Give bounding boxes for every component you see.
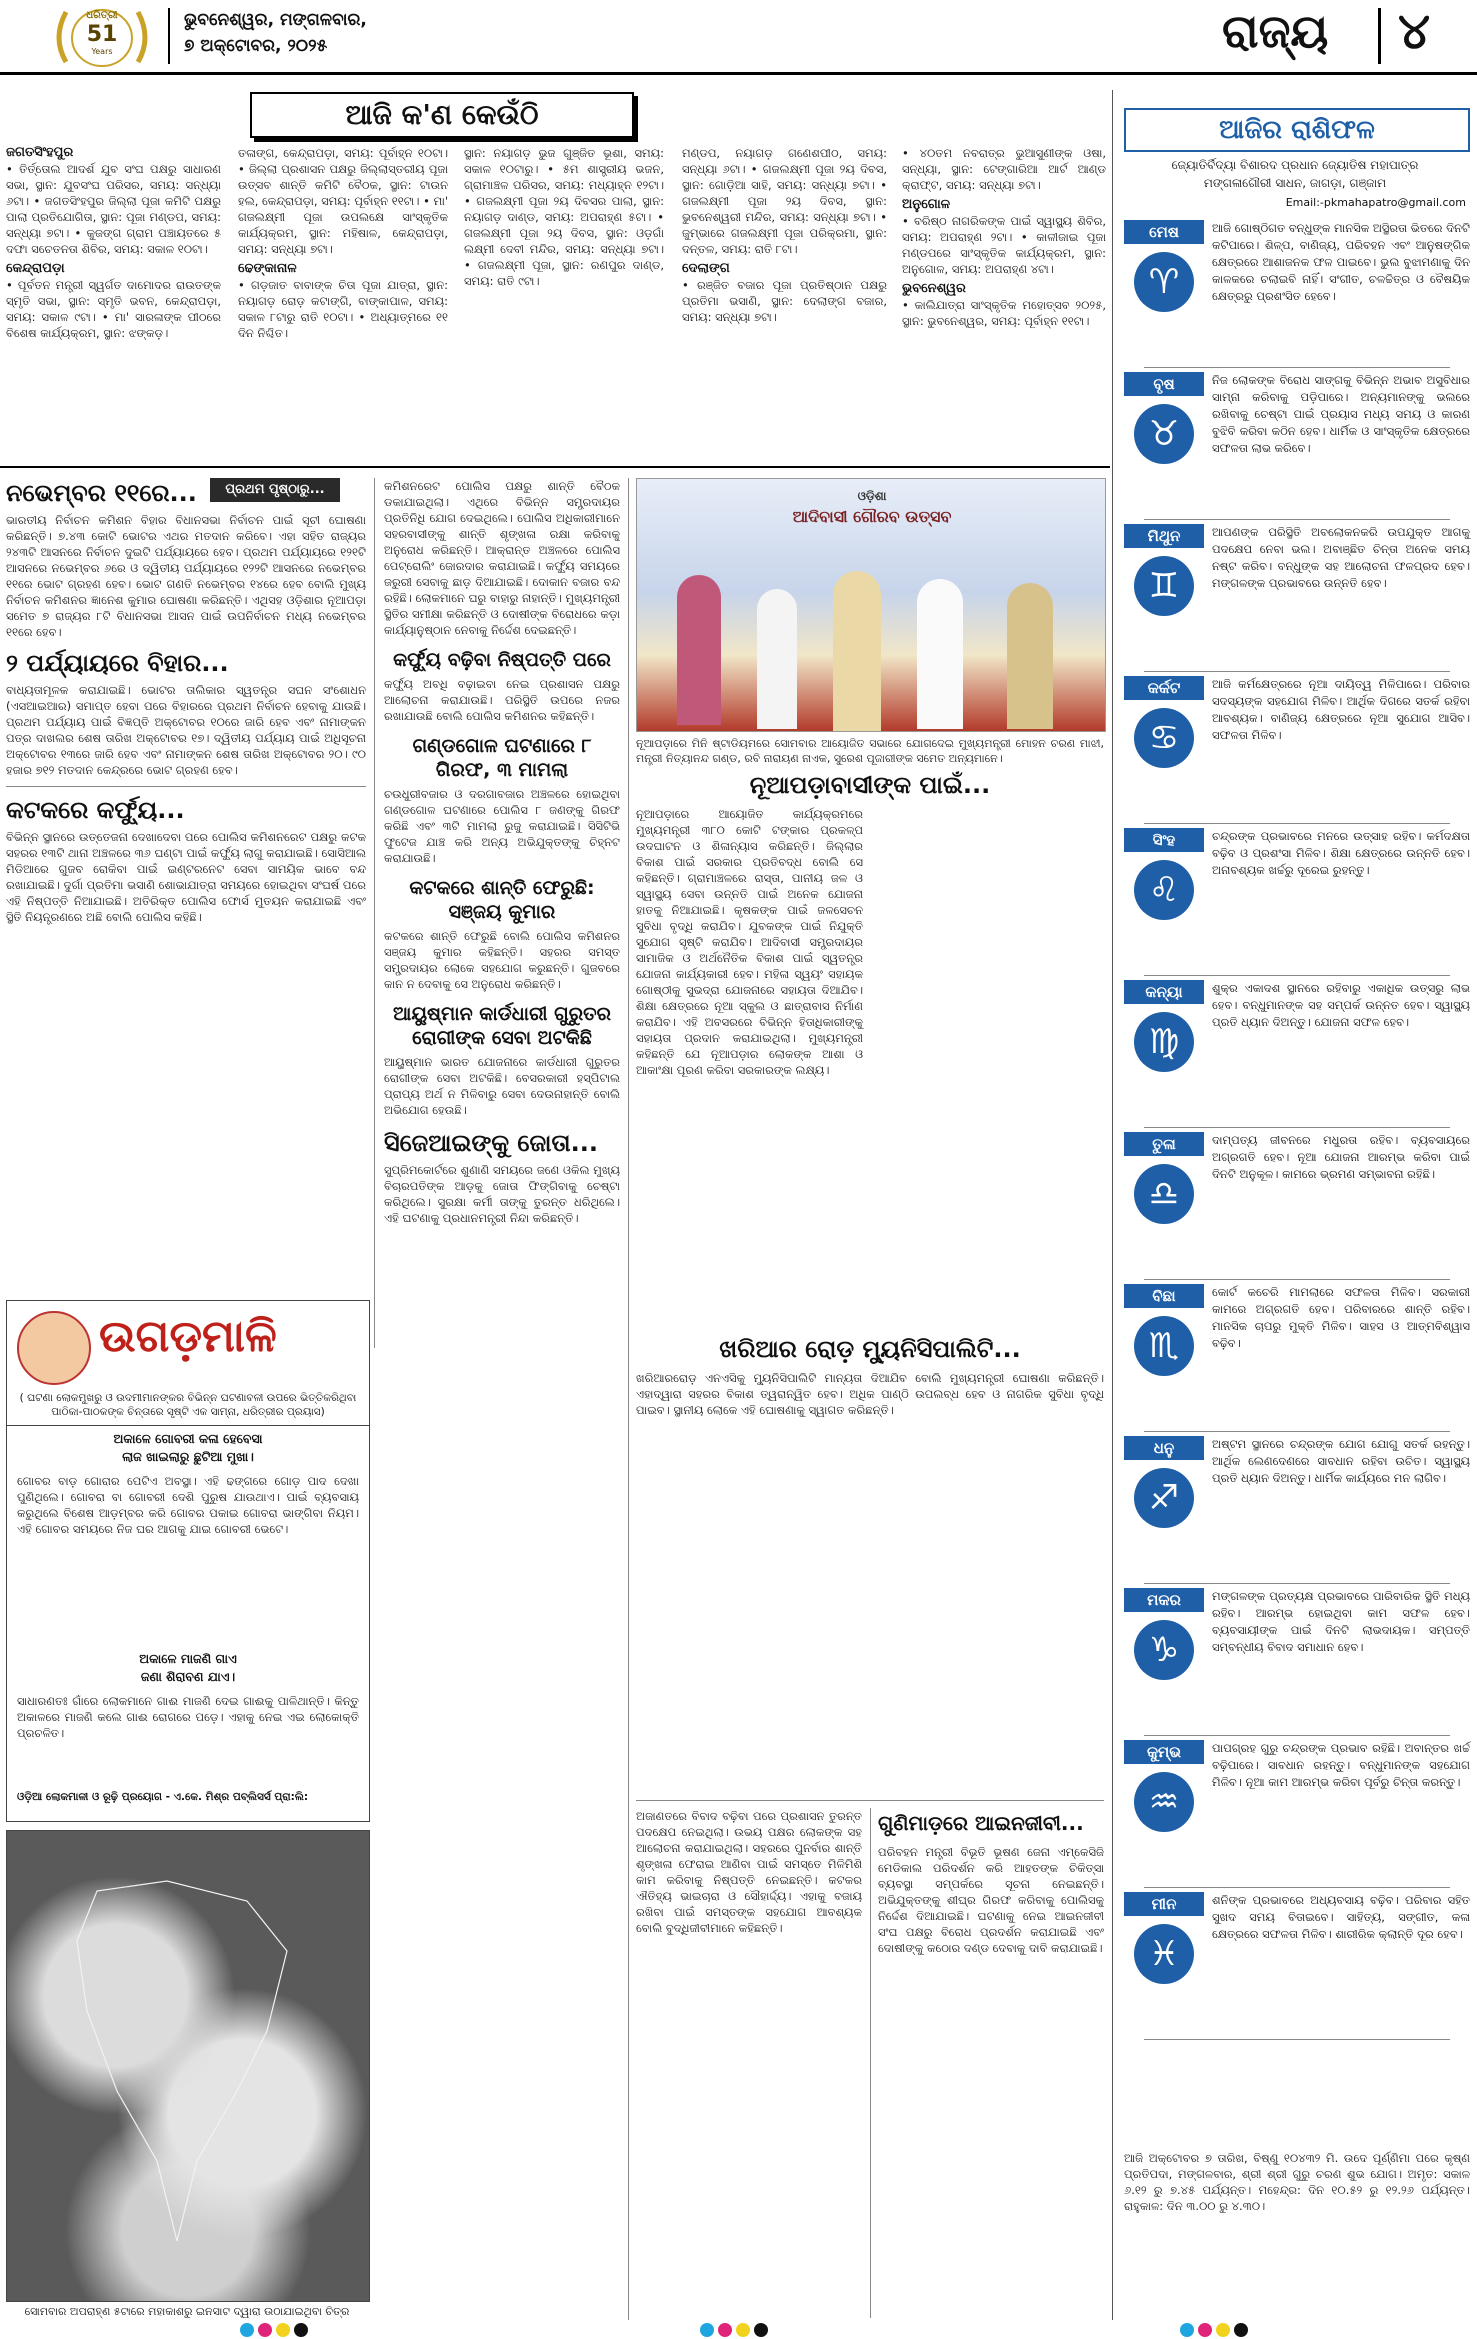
headline: ଗଣ୍ଡଗୋଳ ଘଟଣାରେ ୮ ଗିରଫ, ୩ ମାମଲା <box>412 735 592 781</box>
divider <box>1144 1279 1450 1280</box>
zodiac-icon <box>1134 252 1194 312</box>
events-heading: ଭୁବନେଶ୍ୱର <box>902 281 966 296</box>
headline: ସିଜେଆଇଙ୍କୁ ଜୋତା... <box>384 1129 598 1157</box>
event-photo <box>636 478 1106 732</box>
proverb-line: ଜଣା ଶିରାବଣ ଯାଏ। <box>140 1669 236 1684</box>
horoscope-address: ମଙ୍ଗଳାଗୌରୀ ସାଧନ, ଜାଗଡ଼ା, ଗଞ୍ଜାମ <box>1203 176 1387 190</box>
zodiac-icon <box>1134 1924 1194 1984</box>
zodiac-glyph: ♋ <box>1148 718 1180 758</box>
sign-prediction: ପାପଗ୍ରହ ଗୁରୁ ଚନ୍ଦ୍ରଙ୍କ ପ୍ରଭାବ ରହିଛି। ଅବାନ୍ତର ଖର୍ଚ୍ଚ ବଢ଼ିପାରେ। ସାବଧାନ ରହନ୍ତୁ। ବନ୍ଧୁମାନଙ୍କ ସହଯୋଗ ମିଳିବ। ନୂଆ କାମ ଆରମ୍ଭ କରିବା ପୂର୍ବରୁ ଚିନ୍ତା କରନ୍ତୁ। <box>1212 1741 1470 1789</box>
headline: ଖରିଆର ରୋଡ଼ ମ୍ୟୁନିସିପାଲିଟି... <box>719 1335 1021 1363</box>
story-text: ନୂଆପଡ଼ାରେ ଆୟୋଜିତ କାର୍ଯ୍ୟକ୍ରମରେ ମୁଖ୍ୟମନ୍ତ୍ରୀ ୩୮୦ କୋଟି ଟଙ୍କାର ପ୍ରକଳ୍ପ ଉଦଘାଟନ ଓ ଶିଳାନ୍ୟାସ କରିଛନ୍ତି। ଜିଲ୍ଲାର ବିକାଶ ପାଇଁ ସରକାର ପ୍ରତିବଦ୍ଧ ବୋଲି ସେ କହିଛନ୍ତି। ଗ୍ରାମାଞ୍ଚଳରେ ରାସ୍ତା, ପାନୀୟ ଜଳ ଓ ସ୍ୱାସ୍ଥ୍ୟ ସେବା ଉନ୍ନତି ପାଇଁ ଅନେକ ଯୋଜନା ହାତକୁ ନିଆଯାଇଛି। କୃଷକଙ୍କ ପାଇଁ ଜଳସେଚନ ସୁବିଧା ବୃଦ୍ଧି କରାଯିବ। ଯୁବକଙ୍କ ପାଇଁ ନିଯୁକ୍ତି ସୁଯୋଗ ସୃଷ୍ଟି କରାଯିବ। ଆଦିବାସୀ ସମ୍ପ୍ରଦାୟର ସାମାଜିକ ଓ ଅର୍ଥନୈତିକ ବିକାଶ ପାଇଁ ସ୍ୱତନ୍ତ୍ର ଯୋଜନା କାର୍ଯ୍ୟକାରୀ ହେବ। ମହିଳା ସ୍ୱୟଂ ସହାୟକ ଗୋଷ୍ଠୀକୁ ସୁଭଦ୍ରା ଯୋଜନାରେ ସହାୟତା ଦିଆଯିବ। ଶିକ୍ଷା କ୍ଷେତ୍ରରେ ନୂଆ ସ୍କୁଲ ଓ ଛାତ୍ରାବାସ ନିର୍ମାଣ କରାଯିବ। ଏହି ଅବସରରେ ବିଭିନ୍ନ ହିତାଧିକାରୀଙ୍କୁ ସହାୟତା ପ୍ରଦାନ କରାଯାଇଥିଲା। ମୁଖ୍ୟମନ୍ତ୍ରୀ କହିଛନ୍ତି ଯେ ନୂଆପଡ଼ାର ଲୋକଙ୍କ ଆଶା ଓ ଆକାଂକ୍ଷା ପୂରଣ କରିବା ସରକାରଙ୍କ ଲକ୍ଷ୍ୟ। <box>636 807 863 1077</box>
story-text: କମିଶନରେଟ ପୋଲିସ ପକ୍ଷରୁ ଶାନ୍ତି ବୈଠକ ଡକାଯାଇଥିଲା। ଏଥିରେ ବିଭିନ୍ନ ସମ୍ପ୍ରଦାୟର ପ୍ରତିନିଧି ଯୋଗ ଦେଇଥିଲେ। ପୋଲିସ ଅଧିକାରୀମାନେ ସହରବାସୀଙ୍କୁ ଶାନ୍ତି ଶୃଙ୍ଖଳା ରକ୍ଷା କରିବାକୁ ଅନୁରୋଧ କରିଛନ୍ତି। ଆକ୍ରାନ୍ତ ଅଞ୍ଚଳରେ ପୋଲିସ ପେଟ୍ରୋଲିଂ ଜୋରଦାର କରାଯାଇଛି। କର୍ଫ୍ୟୁ ସମୟରେ ଜରୁରୀ ସେବାକୁ ଛାଡ଼ ଦିଆଯାଇଛି। ଦୋକାନ ବଜାର ବନ୍ଦ ରହିଛି। ଲୋକମାନେ ଘରୁ ବାହାରୁ ନାହାନ୍ତି। ମୁଖ୍ୟମନ୍ତ୍ରୀ ସ୍ଥିତିର ସମୀକ୍ଷା କରିଛନ୍ତି ଓ ଦୋଷୀଙ୍କ ବିରୋଧରେ କଡ଼ା କାର୍ଯ୍ୟାନୁଷ୍ଠାନ ନେବାକୁ ନିର୍ଦ୍ଦେଶ ଦେଇଛନ୍ତି। <box>384 479 620 637</box>
horoscope-entry <box>1124 372 1470 516</box>
anniversary-logo <box>48 4 156 68</box>
zodiac-icon <box>1134 1164 1194 1224</box>
events-text: ତଳାଙ୍ଗ, କେନ୍ଦ୍ରାପଡ଼ା, ସମୟ: ପୂର୍ବାହ୍ନ ୧୦ଟା। • ଜିଲ୍ଲା ପ୍ରଶାସନ ପକ୍ଷରୁ ଜିଲ୍ଲାସ୍ତରୀୟ ପୂଜା ଉତ୍ସବ ଶାନ୍ତି କମିଟି ବୈଠକ, ସ୍ଥାନ: ଟାଉନ ହଲ, କେନ୍ଦ୍ରାପଡ଼ା, ସମୟ: ପୂର୍ବାହ୍ନ ୧୧ଟା। • ମା' ଗଜଲକ୍ଷ୍ମୀ ପୂଜା ଉପଲକ୍ଷେ ସାଂସ୍କୃତିକ କାର୍ଯ୍ୟକ୍ରମ, ସ୍ଥାନ: ମହିଷାଳ, କେନ୍ଦ୍ରାପଡ଼ା, ସମୟ: ସନ୍ଧ୍ୟା ୭ଟା। <box>238 146 448 256</box>
events-heading: ଢେଙ୍କାନାଳ <box>238 261 297 276</box>
story-text: ଖରିଆରରୋଡ଼ ଏନଏସିକୁ ମ୍ୟୁନିସିପାଲିଟି ମାନ୍ୟତା ଦିଆଯିବ ବୋଲି ମୁଖ୍ୟମନ୍ତ୍ରୀ ଘୋଷଣା କରିଛନ୍ତି। ଏହାଦ୍ୱାରା ସହରର ବିକାଶ ତ୍ୱରାନ୍ୱିତ ହେବ। ଅଧିକ ପାଣ୍ଠି ଉପଲବ୍ଧ ହେବ ଓ ନାଗରିକ ସୁବିଧା ବୃଦ୍ଧି ପାଇବ। ସ୍ଥାନୀୟ ଲୋକେ ଏହି ଘୋଷଣାକୁ ସ୍ୱାଗତ କରିଛନ୍ତି। <box>636 1371 1104 1417</box>
headline: ଆୟୁଷ୍ମାନ କାର୍ଡଧାରୀ ଗୁରୁତର ରୋଗୀଙ୍କ ସେବା ଅଟକିଛି <box>392 1003 612 1049</box>
zodiac-icon <box>1134 1772 1194 1832</box>
events-heading: ଦେଲାଙ୍ଗ <box>682 261 730 276</box>
cartoon-face-icon <box>17 1311 91 1385</box>
divider <box>1144 519 1450 520</box>
events-text: • କାଲିଯାତ୍ରା ସାଂସ୍କୃତିକ ମହୋତ୍ସବ ୨୦୨୫, ସ୍ଥାନ: ଭୁବନେଶ୍ୱର, ସମୟ: ପୂର୍ବାହ୍ନ ୧୧ଟା। <box>902 298 1106 328</box>
horoscope-entry <box>1124 1284 1470 1428</box>
story-text: ବାଧ୍ୟତାମୂଳକ କରାଯାଇଛି। ଭୋଟର ତାଲିକାର ସ୍ୱତନ୍ତ୍ର ସଘନ ସଂଶୋଧନ (ଏସଆଇଆର) ସମାପ୍ତ ହେବା ପରେ ବିହାରରେ ପ୍ରଥମ ନିର୍ବାଚନ ହେବାକୁ ଯାଉଛି। ପ୍ରଥମ ପର୍ଯ୍ୟାୟ ପାଇଁ ବିଜ୍ଞପ୍ତି ଅକ୍ଟୋବର ୧୦ରେ ଜାରି ହେବ ଏବଂ ନାମାଙ୍କନ ପତ୍ର ଦାଖଲର ଶେଷ ତାରିଖ ଅକ୍ଟୋବର ୧୭। ଦ୍ୱିତୀୟ ପର୍ଯ୍ୟାୟ ପାଇଁ ଅଧିସୂଚନା ଅକ୍ଟୋବର ୧୩ରେ ଜାରି ହେବ ଏବଂ ନାମାଙ୍କନ ଶେଷ ତାରିଖ ଅକ୍ଟୋବର ୨୦। ୯୦ ହଜାର ୭୧୨ ମତଦାନ କେନ୍ଦ୍ରରେ ଭୋଟ ଗ୍ରହଣ ହେବ। <box>6 683 366 777</box>
horoscope-entry <box>1124 676 1470 820</box>
anniversary-word: ଧରିତ୍ରୀ <box>86 10 118 21</box>
divider <box>1144 975 1450 976</box>
headline: ନଭେମ୍ବର ୧୧ରେ... <box>6 479 197 507</box>
story-text: ପରିବହନ ମନ୍ତ୍ରୀ ବିଭୂତି ଭୂଷଣ ଜେନା ଏମ୍‌କେସିଜି ମେଡିକାଲ ପରିଦର୍ଶନ କରି ଆହତଙ୍କ ଚିକିତ୍ସା ବ୍ୟବସ୍ଥା ସମ୍ପର୍କରେ ସୂଚନା ନେଇଛନ୍ତି। ଅଭିଯୁକ୍ତଙ୍କୁ ଶୀଘ୍ର ଗିରଫ କରିବାକୁ ପୋଲିସକୁ ନିର୍ଦ୍ଦେଶ ଦିଆଯାଇଛି। ଘଟଣାକୁ ନେଇ ଆଇନଜୀବୀ ସଂଘ ପକ୍ଷରୁ ବିରୋଧ ପ୍ରଦର୍ଶନ କରାଯାଇଛି ଏବଂ ଦୋଷୀଙ୍କୁ କଠୋର ଦଣ୍ଡ ଦେବାକୁ ଦାବି କରାଯାଇଛି। <box>878 1845 1104 1955</box>
sign-name: ତୁଳା <box>1124 1132 1204 1156</box>
zodiac-icon <box>1134 1316 1194 1376</box>
horoscope-entry <box>1124 1740 1470 1884</box>
horoscope-author: ଜ୍ୟୋତିର୍ବିଦ୍ୟା ବିଶାରଦ ପ୍ରଧାନ ଜ୍ୟୋତିଷ ମହାପାତ୍ର <box>1171 158 1419 172</box>
divider <box>1144 1887 1450 1888</box>
sign-name: ମକର <box>1124 1588 1204 1612</box>
zodiac-icon <box>1134 404 1194 464</box>
story-bihar <box>6 478 366 1290</box>
sign-name: ମେଷ <box>1124 220 1204 244</box>
satellite-caption: ସୋମବାର ଅପରାହ୍ଣ ୫ଟାରେ ମହାକାଶରୁ ଇନସାଟ ଦ୍ୱାରା ଉଠାଯାଇଥିବା ଚିତ୍ର <box>24 2305 350 2318</box>
events-text: • ରଞ୍ଜିତ ବଜାର ପୂଜା ପ୍ରତିଷ୍ଠାନ ପକ୍ଷରୁ ପ୍ରତିମା ଭସାଣି, ସ୍ଥାନ: ଦେଲାଙ୍ଗ ବଜାର, ସମୟ: ସନ୍ଧ୍ୟା ୭ଟା। <box>682 278 887 324</box>
cartoon-title: ଉଗଡ଼ମାଳି <box>99 1311 277 1362</box>
zodiac-icon <box>1134 1468 1194 1528</box>
zodiac-glyph: ♑ <box>1148 1630 1180 1670</box>
divider <box>1144 823 1450 824</box>
headline: କଟକରେ ଶାନ୍ତି ଫେରୁଛି: ସଞ୍ଜୟ କୁମାର <box>409 877 595 923</box>
zodiac-glyph: ♈ <box>1148 262 1180 302</box>
zodiac-icon <box>1134 556 1194 616</box>
today-events <box>6 145 1106 457</box>
story-text: କଟକରେ ଶାନ୍ତି ଫେରୁଛି ବୋଲି ପୋଲିସ କମିଶନର ସଞ୍ଜୟ କୁମାର କହିଛନ୍ତି। ସହରର ସମସ୍ତ ସମ୍ପ୍ରଦାୟର ଲୋକେ ସହଯୋଗ କରୁଛନ୍ତି। ଗୁଜବରେ କାନ ନ ଦେବାକୁ ସେ ଅନୁରୋଧ କରିଛନ୍ତି। <box>384 929 620 991</box>
divider <box>1144 671 1450 672</box>
sign-name: ମିଥୁନ <box>1124 524 1204 548</box>
satellite-image <box>6 1830 370 2302</box>
horoscope-entry <box>1124 1892 1470 2036</box>
sign-name: କର୍କଟ <box>1124 676 1204 700</box>
proverb-explanation: ସାଧାରଣତଃ ଗାଁରେ ଲୋକମାନେ ଗାଈ ମାଜଣି ଦେଇ ଗାଈକୁ ପାଳିଥାନ୍ତି। କିନ୍ତୁ ଅକାଳରେ ମାଜଣି କଲେ ଗାଈ ରୋଗରେ ପଡ଼େ। ଏହାକୁ ନେଇ ଏଇ ଲୋକୋକ୍ତି ପ୍ରଚଳିତ। <box>17 1694 359 1740</box>
zodiac-glyph: ♏ <box>1148 1326 1180 1366</box>
person-figure <box>833 571 881 731</box>
sign-prediction: ଆପଣଙ୍କ ପରିସ୍ଥିତି ଅବଲୋକନକରି ଉପଯୁକ୍ତ ଆଗକୁ ପଦକ୍ଷେପ ନେବା ଭଲ। ଅବାଞ୍ଛିତ ଚିନ୍ତା ଅନେକ ସମୟ ନଷ୍ଟ କରିବ। ବନ୍ଧୁଙ୍କ ସହ ଆଲୋଚନା ଫଳପ୍ରଦ ହେବ। ମଙ୍ଗଳଙ୍କ ପ୍ରଭାବରେ ଉନ୍ନତି ହେବ। <box>1212 525 1470 590</box>
horoscope-entry <box>1124 1132 1470 1276</box>
sign-prediction: ଶୁକ୍ର ଏକାଦଶ ସ୍ଥାନରେ ରହିବାରୁ ଏକାଧିକ ଉତ୍ସରୁ ଲାଭ ହେବ। ବନ୍ଧୁମାନଙ୍କ ସହ ସମ୍ପର୍କ ଉନ୍ନତ ହେବ। ସ୍ୱାସ୍ଥ୍ୟ ପ୍ରତି ଧ୍ୟାନ ଦିଅନ୍ତୁ। ଯୋଜନା ସଫଳ ହେବ। <box>1212 981 1470 1029</box>
zodiac-glyph: ♍ <box>1148 1022 1180 1062</box>
proverb-credit: ଓଡ଼ିଆ ଲୋକମାଳୀ ଓ ରୂଢ଼ି ପ୍ରୟୋଗ - ଏ.କେ. ମିଶ୍ର ପବ୍ଲିସର୍ସ ପ୍ରା:ଲି: <box>17 1791 309 1803</box>
proverb-line: ଅକାଳେ ମାଜଣି ଗାଏ <box>139 1651 237 1666</box>
zodiac-icon <box>1134 708 1194 768</box>
events-text: ସ୍ଥାନ: ନୟାଗଡ଼ ଭୁଜ ଗୁଞ୍ଜିତ ଭୂଶା, ସମୟ: ସକାଳ ୧୦ଟାରୁ। • ୫ମ ଶାସ୍ତ୍ରୀୟ ଭଜନ, ଗ୍ରାମାଞ୍ଚଳ ପରିସର, ସମୟ: ମଧ୍ୟାହ୍ନ ୧୨ଟା। • ଗଜଲକ୍ଷ୍ମୀ ପୂଜା ୨ୟ ଦିବସର ପାଲା, ସ୍ଥାନ: ନୟାଗଡ଼ ଦାଣ୍ଡ, ସମୟ: ଅପରାହ୍ଣ ୫ଟା। • ଗଜଲକ୍ଷ୍ମୀ ପୂଜା ୨ୟ ଦିବସ, ସ୍ଥାନ: ଓଡ଼ଗାଁ ଲକ୍ଷ୍ମୀ ଦେବୀ ମନ୍ଦିର, ସମୟ: ସନ୍ଧ୍ୟା ୭ଟା। • ଗଜଲକ୍ଷ୍ମୀ ପୂଜା, ସ୍ଥାନ: ରଣପୁର ଦାଣ୍ଡ, ସମୟ: ରାତି ୯ଟା। <box>464 146 664 288</box>
sign-name: ମୀନ <box>1124 1892 1204 1916</box>
headline: ନୂଆପଡ଼ାବାସୀଙ୍କ ପାଇଁ... <box>749 771 991 799</box>
story-text: ଭାରତୀୟ ନିର୍ବାଚନ କମିଶନ ବିହାର ବିଧାନସଭା ନିର୍ବାଚନ ପାଇଁ ସୂଚୀ ଘୋଷଣା କରିଛନ୍ତି। ୭.୪୩ କୋଟି ଭୋଟର ଏଥର ମତଦାନ କରିବେ। ଏହା ସହିତ ରାଜ୍ୟର ୨୪୩ଟି ଆସନରେ ନିର୍ବାଚନ ଦୁଇଟି ପର୍ଯ୍ୟାୟରେ ହେବ। ପ୍ରଥମ ପର୍ଯ୍ୟାୟରେ ୧୨୧ଟି ଆସନରେ ନଭେମ୍ବର ୬ରେ ଓ ଦ୍ୱିତୀୟ ପର୍ଯ୍ୟାୟରେ ୧୨୨ଟି ଆସନରେ ନଭେମ୍ବର ୧୧ରେ ଭୋଟ ଗ୍ରହଣ ହେବ। ଭୋଟ ଗଣତି ନଭେମ୍ବର ୧୪ରେ ହେବ ବୋଲି ମୁଖ୍ୟ ନିର୍ବାଚନ କମିଶନର ଜ୍ଞାନେଶ କୁମାର ଘୋଷଣା କରିଛନ୍ତି। ଏଥିସହ ଓଡ଼ିଶାର ନୂଆପଡ଼ା ସମେତ ୭ ରାଜ୍ୟର ୮ଟି ବିଧାନସଭା ଆସନ ପାଇଁ ଉପନିର୍ବାଚନ ମଧ୍ୟ ନଭେମ୍ବର ୧୧ରେ ହେବ। <box>6 513 366 639</box>
zodiac-glyph: ♐ <box>1148 1478 1180 1518</box>
today-banner: ଆଜି କ'ଣ କେଉଁଠି <box>250 92 634 138</box>
headline: ୨ ପର୍ଯ୍ୟାୟରେ ବିହାର... <box>6 649 229 677</box>
zodiac-icon <box>1134 860 1194 920</box>
zodiac-icon <box>1134 1620 1194 1680</box>
story-text: ଚଉଧୁରୀବଜାର ଓ ଦରଗାବଜାର ଅଞ୍ଚଳରେ ହୋଇଥିବା ଗଣ୍ଡଗୋଳ ଘଟଣାରେ ପୋଲିସ ୮ ଜଣଙ୍କୁ ଗିରଫ କରିଛି ଏବଂ ୩ଟି ମାମଲା ରୁଜୁ କରାଯାଇଛି। ସିସିଟିଭି ଫୁଟେଜ ଯାଞ୍ଚ କରି ଅନ୍ୟ ଅଭିଯୁକ୍ତଙ୍କୁ ଚିହ୍ନଟ କରାଯାଉଛି। <box>384 787 620 865</box>
horoscope-entry <box>1124 524 1470 668</box>
events-text: • ଗଡ଼ଜାତ ବାବାଙ୍କ ଚିତା ପୂଜା ଯାତ୍ରା, ସ୍ଥାନ: ନୟାଗଡ଼ ରୋଡ଼ କଟାଙ୍ଗି, ବାଙ୍କାପାଳ, ସମୟ: ସକାଳ ୮ଟାରୁ ରାତି ୧୦ଟା। • ଅଧ୍ୟାତ୍ମରେ ୧୧ ଦିନ ନିଶ୍ଚିତ। <box>238 278 448 340</box>
sign-name: କନ୍ୟା <box>1124 980 1204 1004</box>
story-text: କର୍ଫ୍ୟୁ ଅବଧି ବଢ଼ାଇବା ନେଇ ପ୍ରଶାସନ ପକ୍ଷରୁ ଆଲୋଚନା କରାଯାଉଛି। ପରିସ୍ଥିତି ଉପରେ ନଜର ରଖାଯାଉଛି ବୋଲି ପୋଲିସ କମିଶନର କହିଛନ୍ତି। <box>384 677 620 723</box>
banner-logo-text: ଓଡ଼ିଶା <box>857 489 887 503</box>
person-figure <box>757 589 797 729</box>
horoscope-entry <box>1124 980 1470 1124</box>
proverb-line: ଅକାଳେ ଗୋବରୀ କଳା ହେବେସା <box>113 1431 263 1446</box>
horoscope-entry <box>1124 1436 1470 1580</box>
divider <box>1144 1583 1450 1584</box>
sign-prediction: ଶନିଙ୍କ ପ୍ରଭାବରେ ଅଧ୍ୟବସାୟ ବଢ଼ିବ। ପରିବାର ସହିତ ସୁଖଦ ସମୟ ବିତାଇବେ। ସାହିତ୍ୟ, ସଙ୍ଗୀତ, କଳା କ୍ଷେତ୍ରରେ ସଫଳତା ମିଳିବ। ଶାରୀରିକ କ୍ଲାନ୍ତି ଦୂର ହେବ। <box>1212 1893 1470 1941</box>
zodiac-glyph: ♓ <box>1148 1934 1180 1974</box>
events-text: • ୪୦ତମ ନବରାତ୍ର ଭୁଆସୁଣୀଙ୍କ ଓଷା, ସନ୍ଧ୍ୟା, ସ୍ଥାନ: ଟେଙ୍ଗାରିଆ ଆର୍ଟ ଆଣ୍ଡ କ୍ରାଫ୍ଟ, ସମୟ: ସନ୍ଧ୍ୟା ୭ଟା। <box>902 146 1106 192</box>
divider <box>1144 1431 1450 1432</box>
zodiac-glyph: ♌ <box>1148 870 1180 910</box>
zodiac-glyph: ♎ <box>1148 1174 1180 1214</box>
divider <box>1144 367 1450 368</box>
divider <box>1144 1127 1450 1128</box>
sign-name: ଧନୁ <box>1124 1436 1204 1460</box>
events-text: ମଣ୍ଡପ, ନୟାଗଡ଼ ଗଣେଶପୀଠ, ସମୟ: ସନ୍ଧ୍ୟା ୬ଟା। • ଗଜଲକ୍ଷ୍ମୀ ପୂଜା ୨ୟ ଦିବସ, ସ୍ଥାନ: ଗୋଡ଼ିଆ ସାହି, ସମୟ: ସନ୍ଧ୍ୟା ୭ଟା। • ଗଜଲକ୍ଷ୍ମୀ ପୂଜା ୨ୟ ଦିବସ, ସ୍ଥାନ: ଭୁବନେଶ୍ୱରୀ ମନ୍ଦିର, ସମୟ: ସନ୍ଧ୍ୟା ୭ଟା। • ଜୁମ୍ଭାରେ ଗଜଲକ୍ଷ୍ମୀ ପୂଜା ପରିକ୍ରମା, ସ୍ଥାନ: ଦନ୍ତଳ, ସମୟ: ରାତି ୮ଟା। <box>682 146 887 256</box>
headline: ଗୁଣିମାଡ଼ରେ ଆଇନଜୀବୀ... <box>878 1811 1084 1835</box>
story-text: ଆୟୁଷ୍ମାନ ଭାରତ ଯୋଜନାରେ କାର୍ଡଧାରୀ ଗୁରୁତର ରୋଗୀଙ୍କ ସେବା ଅଟକିଛି। ବେସରକାରୀ ହସ୍ପିଟାଲ ପ୍ରାପ୍ୟ ଅର୍ଥ ନ ମିଳିବାରୁ ସେବା ଦେଉନାହାନ୍ତି ବୋଲି ଅଭିଯୋଗ ହେଉଛି। <box>384 1055 620 1117</box>
events-text: • ବରିଷ୍ଠ ନାଗରିକଙ୍କ ପାଇଁ ସ୍ୱାସ୍ଥ୍ୟ ଶିବିର, ସମୟ: ଅପରାହ୍ଣ ୨ଟା। • କାଳୀଜାଇ ପୂଜା ମଣ୍ଡପରେ ସାଂସ୍କୃତିକ କାର୍ଯ୍ୟକ୍ରମ, ସ୍ଥାନ: ଅନୁଗୋଳ, ସମୟ: ଅପରାହ୍ଣ ୪ଟା। <box>902 214 1106 276</box>
sign-prediction: ଚନ୍ଦ୍ରଙ୍କ ପ୍ରଭାବରେ ମନରେ ଉତ୍ସାହ ରହିବ। କର୍ମଦକ୍ଷତା ବଢ଼ିବ ଓ ପ୍ରଶଂସା ମିଳିବ। ଶିକ୍ଷା କ୍ଷେତ୍ରରେ ଉନ୍ନତି ହେବ। ଅନାବଶ୍ୟକ ଖର୍ଚ୍ଚରୁ ଦୂରେଇ ରୁହନ୍ତୁ। <box>1212 829 1470 877</box>
zodiac-glyph: ♉ <box>1148 414 1180 454</box>
dateline: ଭୁବନେଶ୍ୱର, ମଙ୍ଗଳବାର, <box>184 10 367 30</box>
section-title: ରାଜ୍ୟ <box>1222 4 1329 58</box>
sign-name: ବିଛା <box>1124 1284 1204 1308</box>
zodiac-glyph: ♊ <box>1148 566 1180 606</box>
sign-prediction: ଅଷ୍ଟମ ସ୍ଥାନରେ ଚନ୍ଦ୍ରଙ୍କ ଯୋଗ ଯୋଗୁ ସତର୍କ ରହନ୍ତୁ। ଆର୍ଥିକ ଲେଣଦେଣରେ ସାବଧାନ ରହିବା ଉଚିତ। ସ୍ୱାସ୍ଥ୍ୟ ପ୍ରତି ଧ୍ୟାନ ଦିଅନ୍ତୁ। ଧାର୍ମିକ କାର୍ଯ୍ୟରେ ମନ ଲାଗିବ। <box>1212 1437 1470 1485</box>
zodiac-glyph: ♒ <box>1148 1782 1180 1822</box>
horoscope-email: Email:-pkmahapatro@gmail.com <box>1285 196 1466 209</box>
proverb-box <box>6 1300 370 1822</box>
proverb-explanation: ଗୋବର ବାଡ଼ ଗୋରାର ପେଟିଏ ଅବସ୍ଥା। ଏହି ଢଙ୍ଗରେ ଗୋଡ଼ ପାଦ ଦେଖା ପୁଣିଥିଲେ। ଗୋବରା ବା ଗୋବରୀ ଦେଶି ପୁରୁଷ ଯାଉଥାଏ। ପାଇଁ ବ୍ୟବସାୟ କରୁଥିଲେ ବିଶେଷ ଆଡ଼ମ୍ବର କରି ଗୋବର ପକାଇ ଗୋବରା ଭାଙ୍ଗିବା ନିୟମ। ଏହି ଗୋବର ସମୟରେ ନିଜ ଘର ଆଗକୁ ଯାଇ ଗୋବରୀ ଭେଟେ। <box>17 1474 359 1536</box>
headline: କର୍ଫ୍ୟୁ ବଢ଼ିବା ନିଷ୍ପତ୍ତି ପରେ <box>393 649 611 671</box>
masthead <box>0 0 1477 72</box>
sign-prediction: କୋର୍ଟ କଚେରି ମାମଲାରେ ସଫଳତା ମିଳିବ। ସରକାରୀ କାମରେ ଅଗ୍ରଗତି ହେବ। ପରିବାରରେ ଶାନ୍ତି ରହିବ। ମାନସିକ ଚାପରୁ ମୁକ୍ତି ମିଳିବ। ସାହସ ଓ ଆତ୍ମବିଶ୍ୱାସ ବଢ଼ିବ। <box>1212 1285 1470 1350</box>
events-text: • ପୂର୍ବତନ ମନ୍ତ୍ରୀ ସ୍ୱର୍ଗତ ଦାମୋଦର ରାଉତଙ୍କ ସ୍ମୃତି ସଭା, ସ୍ଥାନ: ସ୍ମୃତି ଭବନ, କେନ୍ଦ୍ରାପଡ଼ା, ସମୟ: ସକାଳ ୯ଟା। • ମା' ସାରଳାଙ୍କ ପୀଠରେ ବିଶେଷ କାର୍ଯ୍ୟକ୍ରମ, ସ୍ଥାନ: ଝଙ୍କଡ଼। <box>6 278 221 340</box>
horoscope-list <box>1124 220 1470 2040</box>
sign-name: ବୃଷ <box>1124 372 1204 396</box>
anniversary-years: Years <box>91 47 113 56</box>
events-heading: ଜଗତସିଂହପୁର <box>6 145 74 160</box>
zodiac-icon <box>1134 1012 1194 1072</box>
person-figure <box>917 579 963 729</box>
person-figure <box>1007 583 1053 729</box>
sign-prediction: ଆଜି ଗୋଷ୍ଠିଗତ ବନ୍ଧୁଙ୍କ ମାନସିକ ଅସ୍ଥିରତା ଭିତରେ ଦିନଟି କଟିପାରେ। ଶିଳ୍ପ, ବାଣିଜ୍ୟ, ପରିବହନ ଏବଂ ଆନୁଷଙ୍ଗିକ କ୍ଷେତ୍ରରେ ଆଶାଜନକ ଫଳ ପାଇବେ। ଭୁଲ ବୁଝାମଣାକୁ ଦିନ କାଳକରେ ଚଲାଇବି ନାହିଁ। ସଂଗୀତ, ଚଳଚ୍ଚିତ୍ର ଓ ବୈଷୟିକ କ୍ଷେତ୍ରରୁ ପ୍ରଶଂସିତ ହେବେ। <box>1212 221 1470 303</box>
horoscope-entry <box>1124 1588 1470 1732</box>
anniversary-number: 51 <box>86 22 118 47</box>
sign-name: କୁମ୍ଭ <box>1124 1740 1204 1764</box>
story-appeal: ଅଜାଣତରେ ବିବାଦ ବଢ଼ିବା ପରେ ପ୍ରଶାସନ ତୁରନ୍ତ ପଦକ୍ଷେପ ନେଇଥିଲା। ଉଭୟ ପକ୍ଷର ଲୋକଙ୍କ ସହ ଆଲୋଚନା କରାଯାଇଥିଲା। ସହରରେ ପୁନର୍ବାର ଶାନ୍ତି ଶୃଙ୍ଖଳା ଫେରାଇ ଆଣିବା ପାଇଁ ସମସ୍ତେ ମିଳିମିଶି କାମ କରିବାକୁ ନିଷ୍ପତ୍ତି ନେଇଛନ୍ତି। କଟକର ଐତିହ୍ୟ ଭାଇଚାରା ଓ ସୌହାର୍ଦ୍ଦ୍ୟ। ଏହାକୁ ବଜାୟ ରଖିବା ପାଇଁ ସମସ୍ତଙ୍କ ସହଯୋଗ ଆବଶ୍ୟକ ବୋଲି ବୁଦ୍ଧିଜୀବୀମାନେ କହିଛନ୍ତି। <box>636 1809 862 1935</box>
panjika-footer: ଆଜି ଅକ୍ଟୋବର ୭ ତାରିଖ, ବିଷ୍ଣୁ ୧୦୪୩୨ ମି. ଉଦେ ପୂର୍ଣ୍ଣିମା ପରେ କୃଷ୍ଣ ପ୍ରତିପଦା, ମଙ୍ଗଳବାର, ଶ୍ରୀ ଶ୍ରୀ ଗୁରୁ ଚରଣ ଶୁଭ ଯୋଗ। ଅମୃତ: ସକାଳ ୬.୧୨ ରୁ ୭.୪୫ ପର୍ଯ୍ୟନ୍ତ। ମହେନ୍ଦ୍ର: ଦିନ ୧୦.୫୨ ରୁ ୧୨.୨୬ ପର୍ଯ୍ୟନ୍ତ। ରାହୁକାଳ: ଦିନ ୩.୦୦ ରୁ ୪.୩୦। <box>1124 2151 1470 2213</box>
registration-marks <box>0 2322 1477 2339</box>
person-figure <box>677 575 721 725</box>
events-heading: ଅନୁଗୋଳ <box>902 197 951 212</box>
date: ୭ ଅକ୍ଟୋବର, ୨୦୨୫ <box>184 36 328 56</box>
story-gunpur <box>878 1808 1104 2318</box>
page-number: ୪ <box>1398 2 1431 60</box>
sign-prediction: ଦାମ୍ପତ୍ୟ ଜୀବନରେ ମଧୁରତା ରହିବ। ବ୍ୟବସାୟରେ ଅଗ୍ରଗତି ହେବ। ନୂଆ ଯୋଜନା ଆରମ୍ଭ କରିବା ପାଇଁ ଦିନଟି ଅନୁକୂଳ। କାମରେ ଭ୍ରମଣ ସମ୍ଭାବନା ରହିଛି। <box>1212 1133 1470 1181</box>
horoscope-title: ଆଜିର ରାଶିଫଳ <box>1124 108 1470 152</box>
horoscope-entry <box>1124 220 1470 364</box>
continued-tag: ପ୍ରଥମ ପୃଷ୍ଠାରୁ... <box>210 478 340 502</box>
photo-caption: ନୂଆପଡ଼ାରେ ମିନି ଷ୍ଟାଡିୟମରେ ସୋମବାର ଆୟୋଜିତ ସଭାରେ ଯୋଗଦେଇ ମୁଖ୍ୟମନ୍ତ୍ରୀ ମୋହନ ଚରଣ ମାଝୀ, ମନ୍ତ୍ରୀ ନିତ୍ୟାନନ୍ଦ ଗଣ୍ଡ, ରବି ନାରାୟଣ ନାଏକ, ସୁରେଶ ପୂଜାରୀଙ୍କ ସମେତ ଅନ୍ୟମାନେ। <box>636 737 1104 765</box>
events-heading: କେନ୍ଦ୍ରାପଡ଼ା <box>6 261 65 276</box>
cartoon-subtitle: ( ଘଟଣା ଲୋକମୁଖରୁ ଓ ଉଦମୀମାନଙ୍କର ବିଭିନ୍ନ ଘଟଣାବଳୀ ଉପରେ ଭିତ୍ତିକରିଥିବା ପାଠିକା-ପାଠକଙ୍କ ଚିନ୍ତାରେ ସୃଷ୍ଟି ଏକ ସାମ୍ନା, ଧରିତ୍ରୀର ପ୍ରୟାସ) <box>19 1392 357 1418</box>
proverb-line: ଲାଜ ଖାଇଲାରୁ ଛୁଟିଆ ମୁଖା। <box>122 1449 254 1464</box>
divider <box>1144 2039 1450 2040</box>
story-text: ସୁପ୍ରିମକୋର୍ଟରେ ଶୁଣାଣି ସମୟରେ ଜଣେ ଓକିଲ ମୁଖ୍ୟ ବିଚାରପତିଙ୍କ ଆଡ଼କୁ ଜୋତା ଫିଙ୍ଗିବାକୁ ଚେଷ୍ଟା କରିଥିଲେ। ସୁରକ୍ଷା କର୍ମୀ ତାଙ୍କୁ ତୁରନ୍ତ ଧରିଥିଲେ। ଏହି ଘଟଣାକୁ ପ୍ରଧାନମନ୍ତ୍ରୀ ନିନ୍ଦା କରିଛନ୍ତି। <box>384 1163 620 1225</box>
story-text: ବିଭିନ୍ନ ସ୍ଥାନରେ ଉତ୍ତେଜନା ଦେଖାଦେବା ପରେ ପୋଲିସ କମିଶନରେଟ ପକ୍ଷରୁ କଟକ ସହରର ୧୩ଟି ଥାନା ଅଞ୍ଚଳରେ ୩୬ ଘଣ୍ଟା ପାଇଁ କର୍ଫ୍ୟୁ ଲାଗୁ କରାଯାଇଛି। ସୋସିଆଲ ମିଡିଆରେ ଗୁଜବ ରୋକିବା ପାଇଁ ଇଣ୍ଟରନେଟ ସେବା ସାମୟିକ ଭାବେ ବନ୍ଦ ରଖାଯାଇଛି। ଦୁର୍ଗା ପ୍ରତିମା ଭସାଣି ଶୋଭାଯାତ୍ରା ସମୟରେ ହୋଇଥିବା ସଂଘର୍ଷ ପରେ ଏହି ନିଷ୍ପତ୍ତି ନିଆଯାଇଛି। ଅତିରିକ୍ତ ପୋଲିସ ଫୋର୍ସ ମୁତୟନ କରାଯାଇଛି ଏବଂ ସ୍ଥିତି ନିୟନ୍ତ୍ରଣରେ ଅଛି ବୋଲି ପୋଲିସ କହିଛି। <box>6 830 366 924</box>
map-outline-icon <box>7 1831 369 2301</box>
story-nuapada <box>636 770 1104 1800</box>
sign-prediction: ଆଜି କର୍ମକ୍ଷେତ୍ରରେ ନୂଆ ଦାୟିତ୍ୱ ମିଳିପାରେ। ପରିବାର ସଦସ୍ୟଙ୍କ ସହଯୋଗ ମିଳିବ। ଆର୍ଥିକ ଦିଗରେ ସତର୍କ ରହିବା ଆବଶ୍ୟକ। ବାଣିଜ୍ୟ କ୍ଷେତ୍ରରେ ନୂଆ ସୁଯୋଗ ଆସିବ। ସଫଳତା ମିଳିବ। <box>1212 677 1470 742</box>
sign-prediction: ନିଜ ଲୋକଙ୍କ ବିରୋଧ ସାଙ୍ଗକୁ ବିଭିନ୍ନ ଅଭାବ ଅସୁବିଧାର ସାମ୍ନା କରିବାକୁ ପଡ଼ିପାରେ। ଅନ୍ୟମାନଙ୍କୁ ଭଲରେ ରଖିବାକୁ ଚେଷ୍ଟା ପାଇଁ ପ୍ରୟାସ ମଧ୍ୟ ସମୟ ଓ କାରଣ ବୁଝିବି କରିବା କଠିନ ହେବ। ଧାର୍ମିକ ଓ ସାଂସ୍କୃତିକ କ୍ଷେତ୍ରରେ ସଫଳତା ଲାଭ କରିବେ। <box>1212 373 1470 455</box>
sign-prediction: ମଙ୍ଗଳଙ୍କ ପ୍ରତ୍ୟକ୍ଷ ପ୍ରଭାବରେ ପାରିବାରିକ ସ୍ଥିତି ମଧ୍ୟ ରହିବ। ଆରମ୍ଭ ହୋଇଥିବା କାମ ସଫଳ ହେବ। ବ୍ୟବସାୟୀଙ୍କ ପାଇଁ ଦିନଟି ଲାଭଦାୟକ। ସମ୍ପତ୍ତି ସମ୍ବନ୍ଧୀୟ ବିବାଦ ସମାଧାନ ହେବ। <box>1212 1589 1470 1654</box>
horoscope-entry <box>1124 828 1470 972</box>
banner-title: ଆଦିବାସୀ ଗୌରବ ଉତ୍ସବ <box>792 507 952 526</box>
divider <box>1144 1735 1450 1736</box>
headline: କଟକରେ କର୍ଫ୍ୟୁ... <box>6 796 185 824</box>
events-text: • ତିର୍ତ୍ତୋଲ ଆଦର୍ଶ ଯୁବ ସଂଘ ପକ୍ଷରୁ ସାଧାରଣ ସଭା, ସ୍ଥାନ: ଯୁବସଂଘ ପରିସର, ସମୟ: ସନ୍ଧ୍ୟା ୬ଟା। • ଜଗତସିଂହପୁର ଜିଲ୍ଲା ପୂଜା କମିଟି ପକ୍ଷରୁ ପାଲା ପ୍ରତିଯୋଗିତା, ସ୍ଥାନ: ପୂଜା ମଣ୍ଡପ, ସମୟ: ସନ୍ଧ୍ୟା ୭ଟା। • କୁଜଙ୍ଗ ଗ୍ରାମ ପଞ୍ଚାୟତରେ ୫ ଦଫା ସଚେତନତା ଶିବିର, ସମୟ: ସକାଳ ୧୦ଟା। <box>6 162 221 256</box>
story-cuttack <box>384 478 620 2320</box>
sign-name: ସିଂହ <box>1124 828 1204 852</box>
